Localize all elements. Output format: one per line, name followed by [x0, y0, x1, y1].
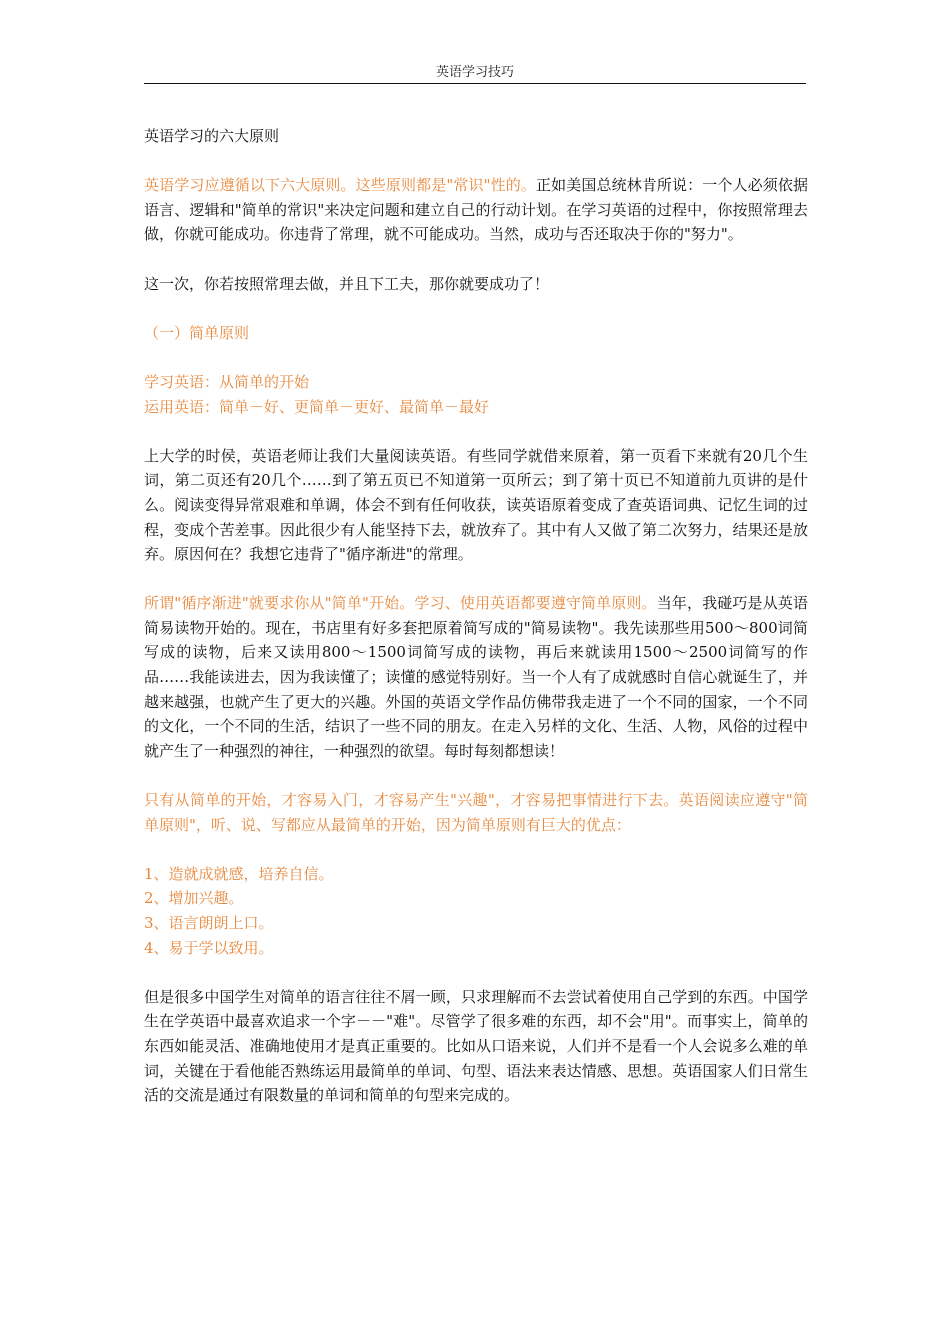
- intro-highlight: 英语学习应遵循以下六大原则。这些原则都是"常识"性的。: [144, 176, 536, 195]
- page-header-title: 英语学习技巧: [435, 65, 514, 80]
- list-item: 2、增加兴趣。: [144, 889, 244, 908]
- spacer: [144, 296, 808, 321]
- spacer: [144, 567, 808, 592]
- motto-paragraph: 这一次，你若按照常理去做，并且下工夫，那你就要成功了！: [144, 274, 550, 293]
- spacer: [144, 247, 808, 272]
- spacer: [144, 763, 808, 788]
- spacer: [144, 960, 808, 985]
- section-heading: （一）简单原则: [144, 323, 250, 342]
- list-item: 3、语言朗朗上口。: [144, 914, 274, 932]
- paragraph-gradual: [144, 591, 808, 763]
- list-item: 4、易于学以致用。: [144, 938, 274, 957]
- paragraph-simple-start: 只有从简单的开始，才容易入门，才容易产生"兴趣"，才容易把事情进行下去。英语阅读应遵守"简单原则"，听、说、写都应从最简单的开始，因为简单原则有巨大的优点：: [144, 791, 808, 834]
- gradual-highlight: 所谓"循序渐进"就要求你从"简单"开始。学习、使用英语都要遵守简单原则。: [144, 594, 657, 613]
- spacer: [144, 419, 808, 444]
- list-item: 1、造就成就感，培养自信。: [144, 864, 334, 883]
- spacer: [144, 345, 808, 370]
- subheading-learning: 学习英语：从简单的开始: [144, 372, 310, 391]
- header-divider: [144, 83, 806, 84]
- paragraph-difficulty: 但是很多中国学生对简单的语言往往不屑一顾，只求理解而不去尝试着使用自己学到的东西。中国学生在学英语中最喜欢追求一个字－－"难"。尽管学了很多难的东西，却不会"用"。而事实上，简单的东西如能灵活、准确地使用才是真正重要的。比如从口语来说，人们并不是看一个人会说多么难的单词，关键在于看他能否熟练运用最简单的单词、句型、语法来表达情感、思想。英语国家人们日常生活的交流是通过有限数量的单词和简单的句型来完成的。: [144, 987, 808, 1105]
- document-body: [144, 124, 808, 1108]
- intro-text: 正如美国总统林肯所说：一个人必须依据语言、逻辑和"简单的常识"来决定问题和建立自己的行动计划。在学习英语的过程中，你按照常理去做，你就可能成功。你违背了常理，就不可能成功。当然，成功与否还取决于你的"努力"。: [144, 176, 808, 244]
- gradual-text: 当年，我碰巧是从英语简易读物开始的。现在，书店里有好多套把原着简写成的"简易读物"。我先读那些用500～800词简写成的读物，后来又读用800～1500词简写成的读物，再后来就读用1500～2500词简写的作品……我能读进去，因为我读懂了；读懂的感觉特别好。当一个人有了成就感时自信心就诞生了，并越来越强，也就产生了更大的兴趣。外国的英语文学作品仿佛带我走进了一个不同的国家，一个不同的文化，一个不同的生活，结识了一些不同的朋友。在走入另样的文化、生活、人物，风俗的过程中就产生了一种强烈的神往，一种强烈的欲望。每时每刻都想读！: [144, 594, 808, 760]
- document-title: 英语学习的六大原则: [144, 127, 280, 145]
- paragraph-college: 上大学的时侯，英语老师让我们大量阅读英语。有些同学就借来原着，第一页看下来就有20几个生词，第二页还有20几个……到了第五页已不知道第一页所云；到了第十页已不知道前九页讲的是什么。阅读变得异常艰难和单调，体会不到有任何收获，读英语原着变成了查英语词典、记忆生词的过程，变成个苦差事。因此很少有人能坚持下去，就放弃了。其中有人又做了第二次努力，结果还是放弃。原因何在？我想它违背了"循序渐进"的常理。: [144, 446, 808, 564]
- spacer: [144, 149, 808, 174]
- intro-paragraph: [144, 173, 808, 247]
- spacer: [144, 837, 808, 862]
- subheading-using: 运用英语：简单－好、更简单－更好、最简单－最好: [144, 397, 490, 416]
